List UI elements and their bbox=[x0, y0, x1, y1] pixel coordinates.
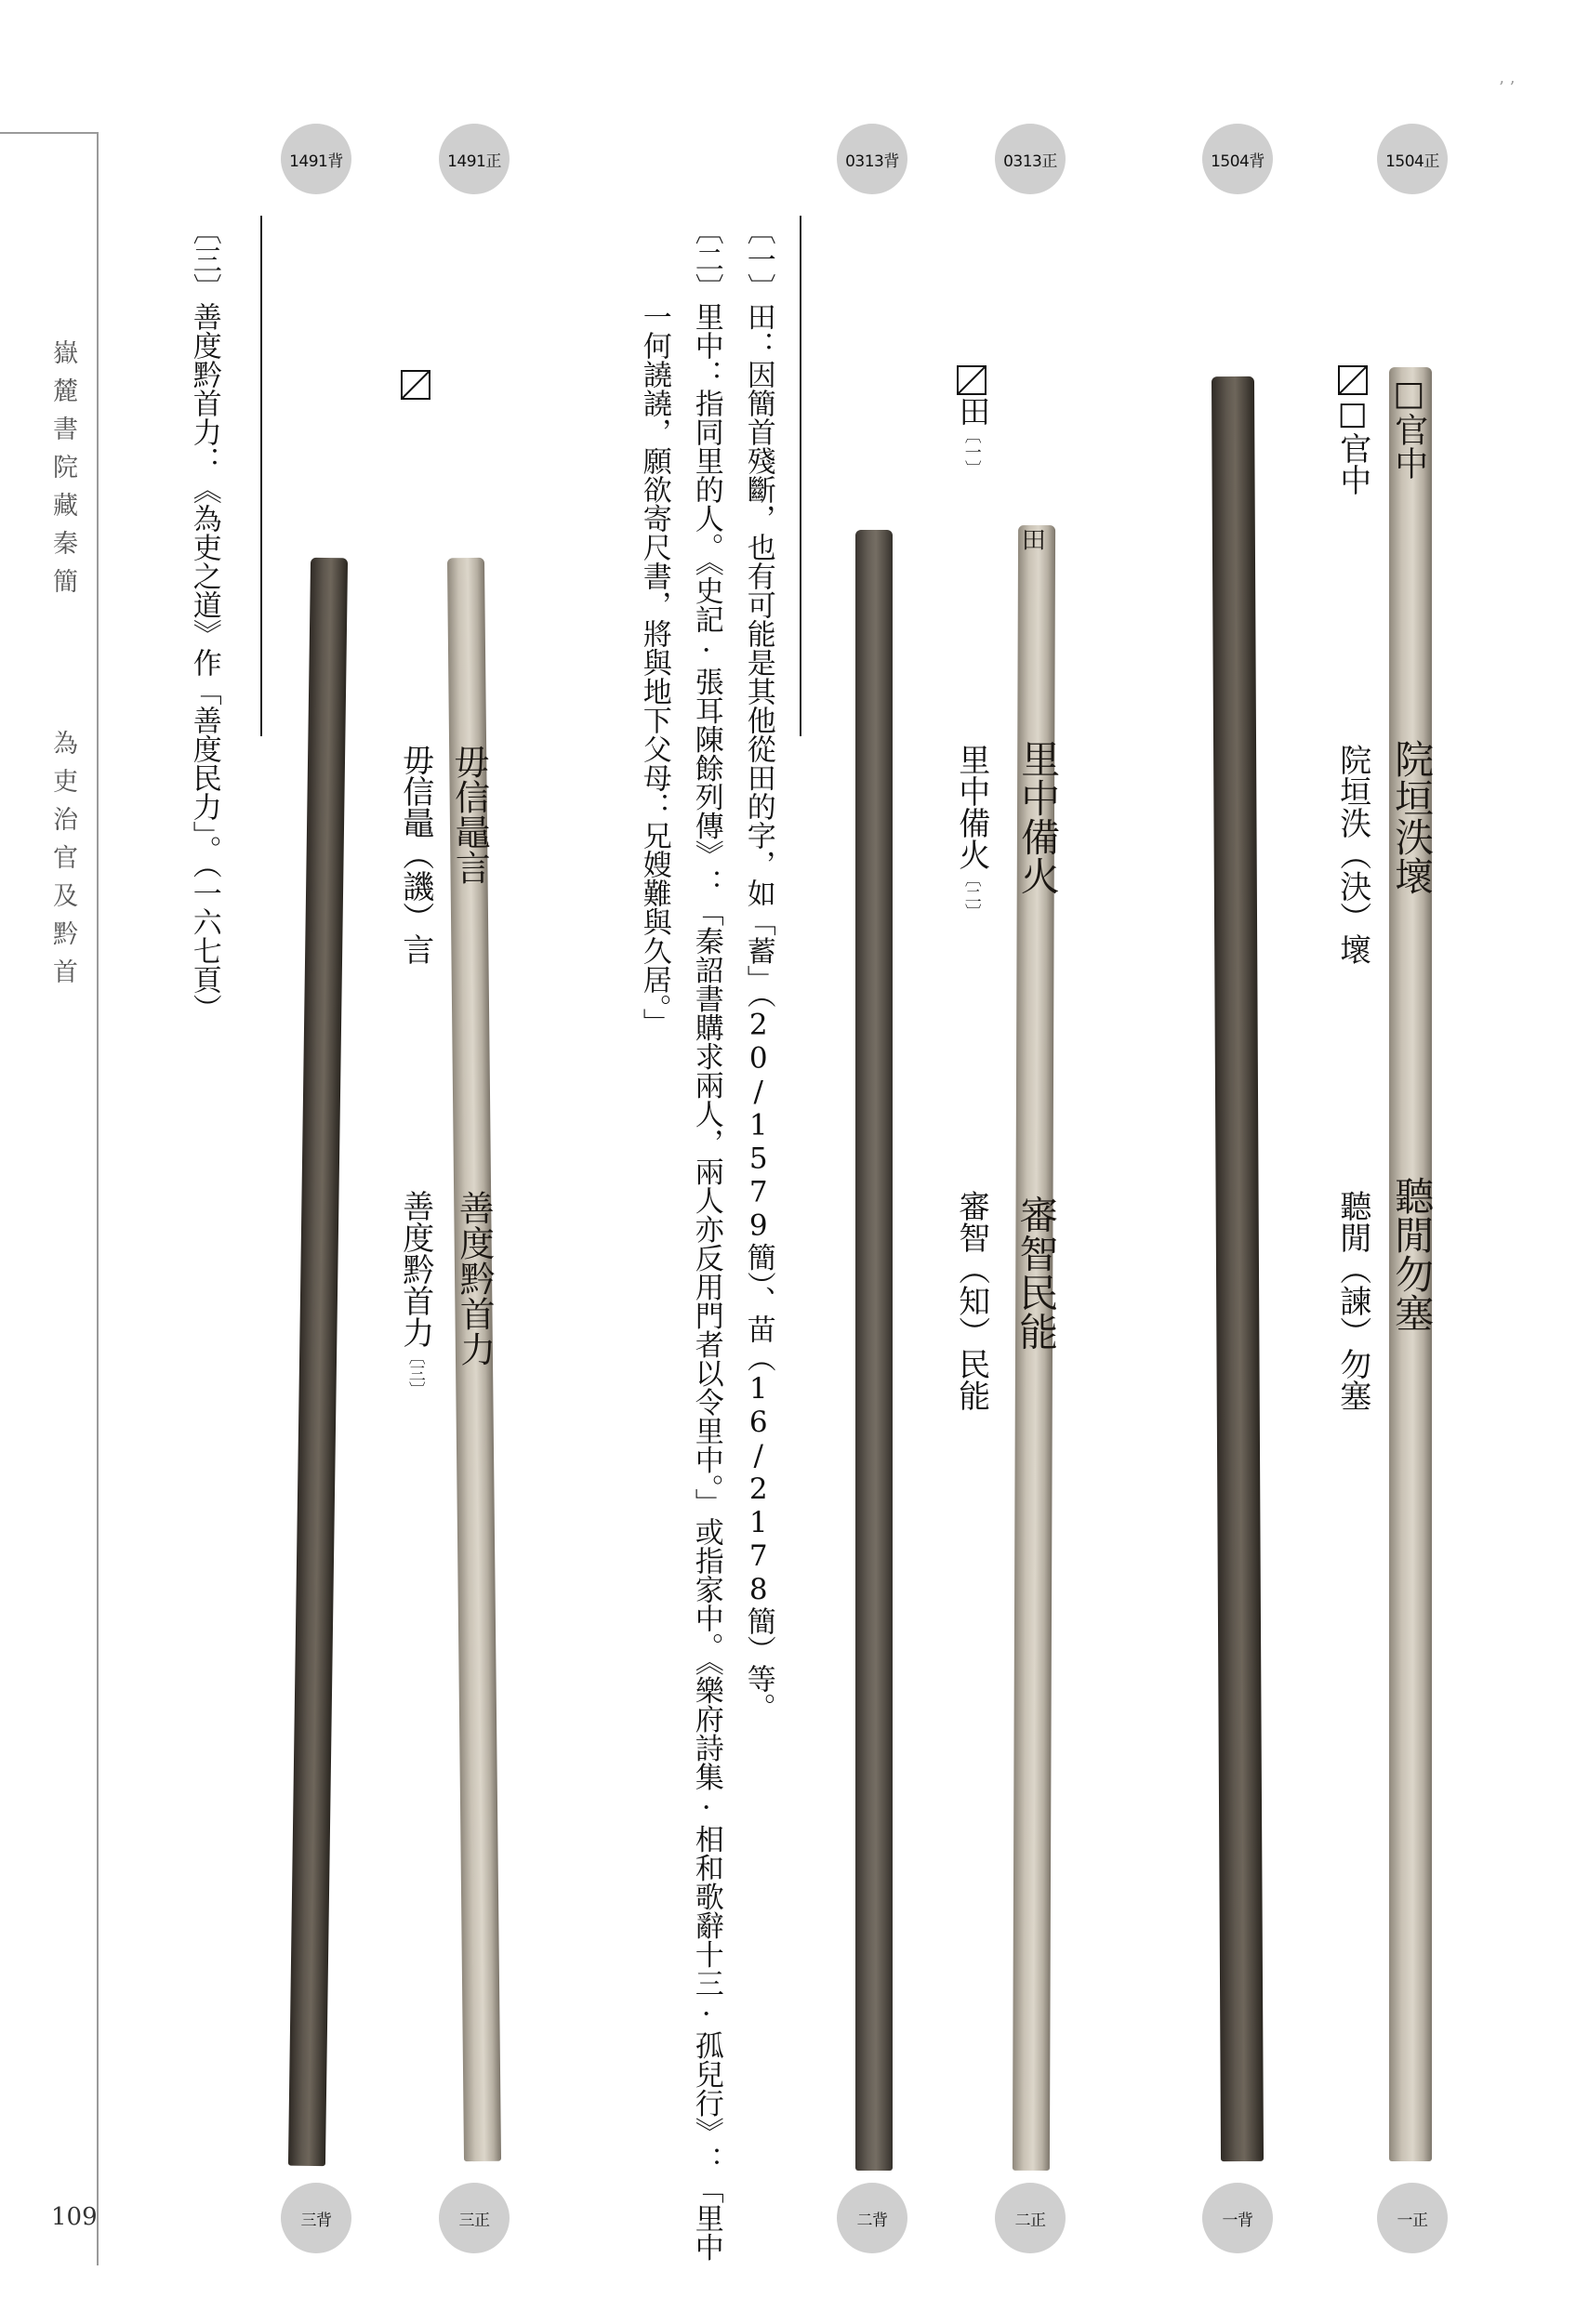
slip-ink-3-top: 毋信鼂言 bbox=[447, 743, 491, 886]
slip-label-1491-back: 1491背 bbox=[281, 124, 351, 194]
bamboo-slip-1504-front bbox=[1389, 367, 1436, 2161]
bamboo-slip-0313-front bbox=[1013, 525, 1062, 2171]
corner-mark: ’ ’ bbox=[1499, 78, 1516, 98]
note-2-text-line1: 里中：指同里的人。《史記·張耳陳餘列傳》：「秦詔書購求兩人，兩人亦反用門者以令里中。」或指家中。《樂府詩集·相和歌辭十三·孤兒行》：「里中 bbox=[689, 302, 723, 2262]
slip-ink-2-top: 田 bbox=[1017, 526, 1046, 552]
slip-label-1504-back: 1504背 bbox=[1202, 124, 1273, 194]
margin-top-line bbox=[0, 132, 99, 134]
slip1-head-text: □官中 bbox=[1333, 395, 1371, 495]
note-2-continued: 一何譊譊，願欲寄尺書，將與地下父母：兄嫂難與久居。」 bbox=[637, 302, 671, 1037]
transcription-slip3-head bbox=[398, 370, 432, 400]
slip-ink-3-bot: 善度黔首力 bbox=[452, 1189, 496, 1367]
page-number: 109 bbox=[51, 2203, 98, 2231]
transcription-slip2-seg1 bbox=[954, 744, 988, 920]
slip-label-1491-front: 1491正 bbox=[439, 124, 510, 194]
slip-label-3-back: 三背 bbox=[281, 2183, 351, 2253]
note-ref-2: 〔二〕 bbox=[961, 870, 982, 920]
slip-label-0313-front: 0313正 bbox=[995, 124, 1066, 194]
note-1-number: 〔一〕 bbox=[741, 216, 775, 302]
notes-divider-left bbox=[260, 216, 262, 736]
note-3-text: 善度黔首力：《為吏之道》作「善度民力」。（一六七頁） bbox=[187, 302, 221, 1023]
transcription-slip2-head bbox=[954, 365, 988, 477]
note-3-number: 〔三〕 bbox=[187, 216, 221, 302]
broken-slip-icon bbox=[1338, 365, 1368, 395]
slip-ink-1-mid: 院垣泆壞 bbox=[1389, 739, 1436, 895]
note-ref-1: 〔一〕 bbox=[961, 427, 982, 477]
transcription-slip1-head bbox=[1335, 365, 1370, 495]
bamboo-slip-1491-back bbox=[288, 558, 348, 2166]
transcription-slip3-seg2 bbox=[398, 1190, 432, 1398]
slip-label-3-front: 三正 bbox=[439, 2183, 510, 2253]
slip-label-2-back: 二背 bbox=[837, 2183, 907, 2253]
broken-slip-icon bbox=[957, 365, 987, 395]
transcription-slip3-seg1: 毋信鼂（譏）言 bbox=[396, 744, 434, 965]
broken-slip-icon bbox=[401, 370, 430, 400]
book-title: 嶽麓書院藏秦簡 bbox=[48, 339, 77, 606]
note-1 bbox=[742, 216, 775, 1722]
slip-ink-2-mid: 里中備火 bbox=[1014, 738, 1062, 896]
transcription-slip2-seg2: 審智（知）民能 bbox=[952, 1190, 990, 1411]
notes-divider-right bbox=[800, 216, 801, 736]
slip-label-1504-front: 1504正 bbox=[1377, 124, 1448, 194]
slip-label-2-front: 二正 bbox=[995, 2183, 1066, 2253]
slip-ink-1-top: □官中 bbox=[1389, 375, 1428, 480]
transcription-slip1-seg1: 院垣泆（決）壞 bbox=[1333, 744, 1371, 965]
slip-ink-1-bot: 聽閒勿塞 bbox=[1389, 1176, 1436, 1332]
note-3 bbox=[188, 216, 220, 1023]
slip2-head-text: 田 bbox=[952, 395, 990, 427]
slip3-seg2-text: 善度黔首力 bbox=[396, 1190, 434, 1348]
note-ref-3: 〔三〕 bbox=[405, 1348, 426, 1398]
slip-label-0313-back: 0313背 bbox=[837, 124, 907, 194]
note-2-number: 〔二〕 bbox=[689, 216, 723, 302]
bamboo-slip-1504-back bbox=[1212, 376, 1264, 2161]
transcription-slip1-seg2: 聽閒（諫）勿塞 bbox=[1333, 1190, 1371, 1411]
margin-rule bbox=[97, 132, 99, 2265]
slip2-seg1-text: 里中備火 bbox=[952, 744, 990, 870]
bamboo-slip-0313-back bbox=[855, 530, 893, 2171]
chapter-title: 為吏治官及黔首 bbox=[48, 730, 77, 997]
bamboo-slip-1491-front bbox=[447, 558, 501, 2161]
note-2 bbox=[690, 216, 722, 2262]
note-1-text: 田：因簡首殘斷，也有可能是其他從田的字，如「蓄」（20/1579簡）、苗（16/2178簡）等。 bbox=[741, 302, 775, 1722]
slip-label-1-front: 一正 bbox=[1377, 2183, 1448, 2253]
slip-ink-2-bot: 審智民能 bbox=[1013, 1194, 1060, 1352]
slip-label-1-back: 一背 bbox=[1202, 2183, 1273, 2253]
